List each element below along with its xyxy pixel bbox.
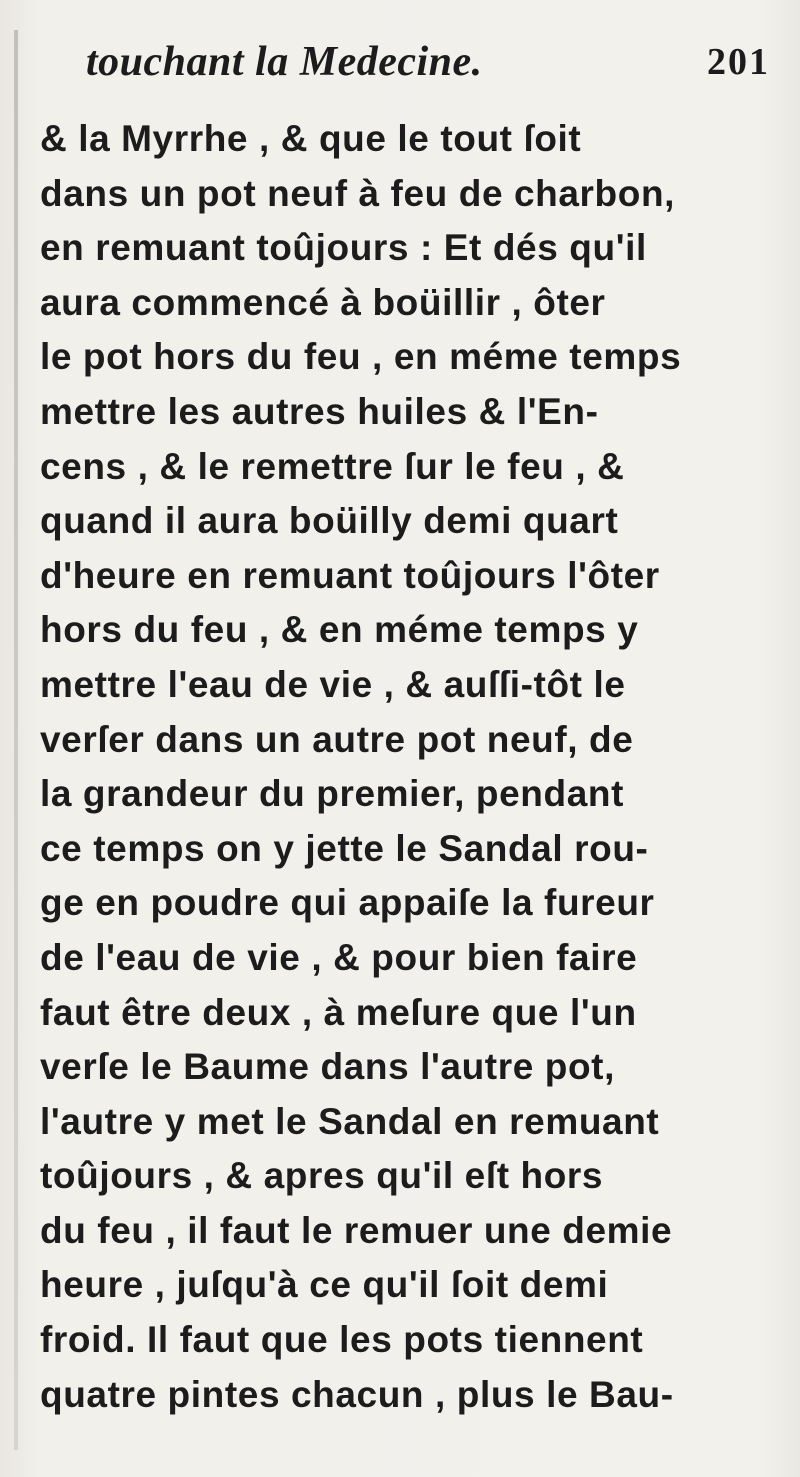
body-text — [40, 112, 790, 1422]
text-line: verſe le Baume dans l'autre pot, — [40, 1046, 615, 1088]
text-line: aura commencé à boüillir , ôter — [40, 281, 606, 323]
text-line: du feu , il faut le remuer une demie — [40, 1209, 673, 1251]
text-line: l'autre y met le Sandal en remuant — [40, 1100, 660, 1142]
text-line: hors du feu , & en méme temps y — [40, 609, 639, 651]
running-head: touchant la Medecine. — [86, 39, 483, 85]
text-line: mettre les autres huiles & l'En- — [40, 390, 599, 432]
text-line: verſer dans un autre pot neuf, de — [40, 718, 634, 760]
text-line: faut être deux , à meſure que l'un — [40, 991, 637, 1033]
page-header — [86, 38, 776, 98]
text-line: toûjours , & apres qu'il eſt hors — [40, 1155, 604, 1197]
text-line: dans un pot neuf à feu de charbon, — [40, 172, 676, 214]
text-line: & la Myrrhe , & que le tout ſoit — [40, 118, 582, 159]
text-line: de l'eau de vie , & pour bien faire — [40, 936, 638, 978]
text-line: ce temps on y jette le Sandal rou- — [40, 827, 649, 869]
text-line: froid. Il faut que les pots tiennent — [40, 1319, 644, 1361]
text-line: la grandeur du premier, pendant — [40, 773, 624, 815]
text-line: quatre pintes chacun , plus le Bau- — [40, 1373, 674, 1415]
text-line: en remuant toûjours : Et dés qu'il — [40, 227, 647, 269]
text-line: mettre l'eau de vie , & auſſi-tôt le — [40, 663, 626, 705]
page-number: 201 — [707, 41, 770, 83]
text-line: ge en poudre qui appaiſe la fureur — [40, 882, 655, 924]
text-line: heure , juſqu'à ce qu'il ſoit demi — [40, 1264, 609, 1306]
page-gutter-shadow — [14, 30, 18, 1450]
text-line: d'heure en remuant toûjours l'ôter — [40, 554, 660, 596]
text-line: quand il aura boüilly demi quart — [40, 500, 619, 542]
text-line: le pot hors du feu , en méme temps — [40, 336, 682, 378]
text-line: cens , & le remettre ſur le feu , & — [40, 445, 625, 487]
